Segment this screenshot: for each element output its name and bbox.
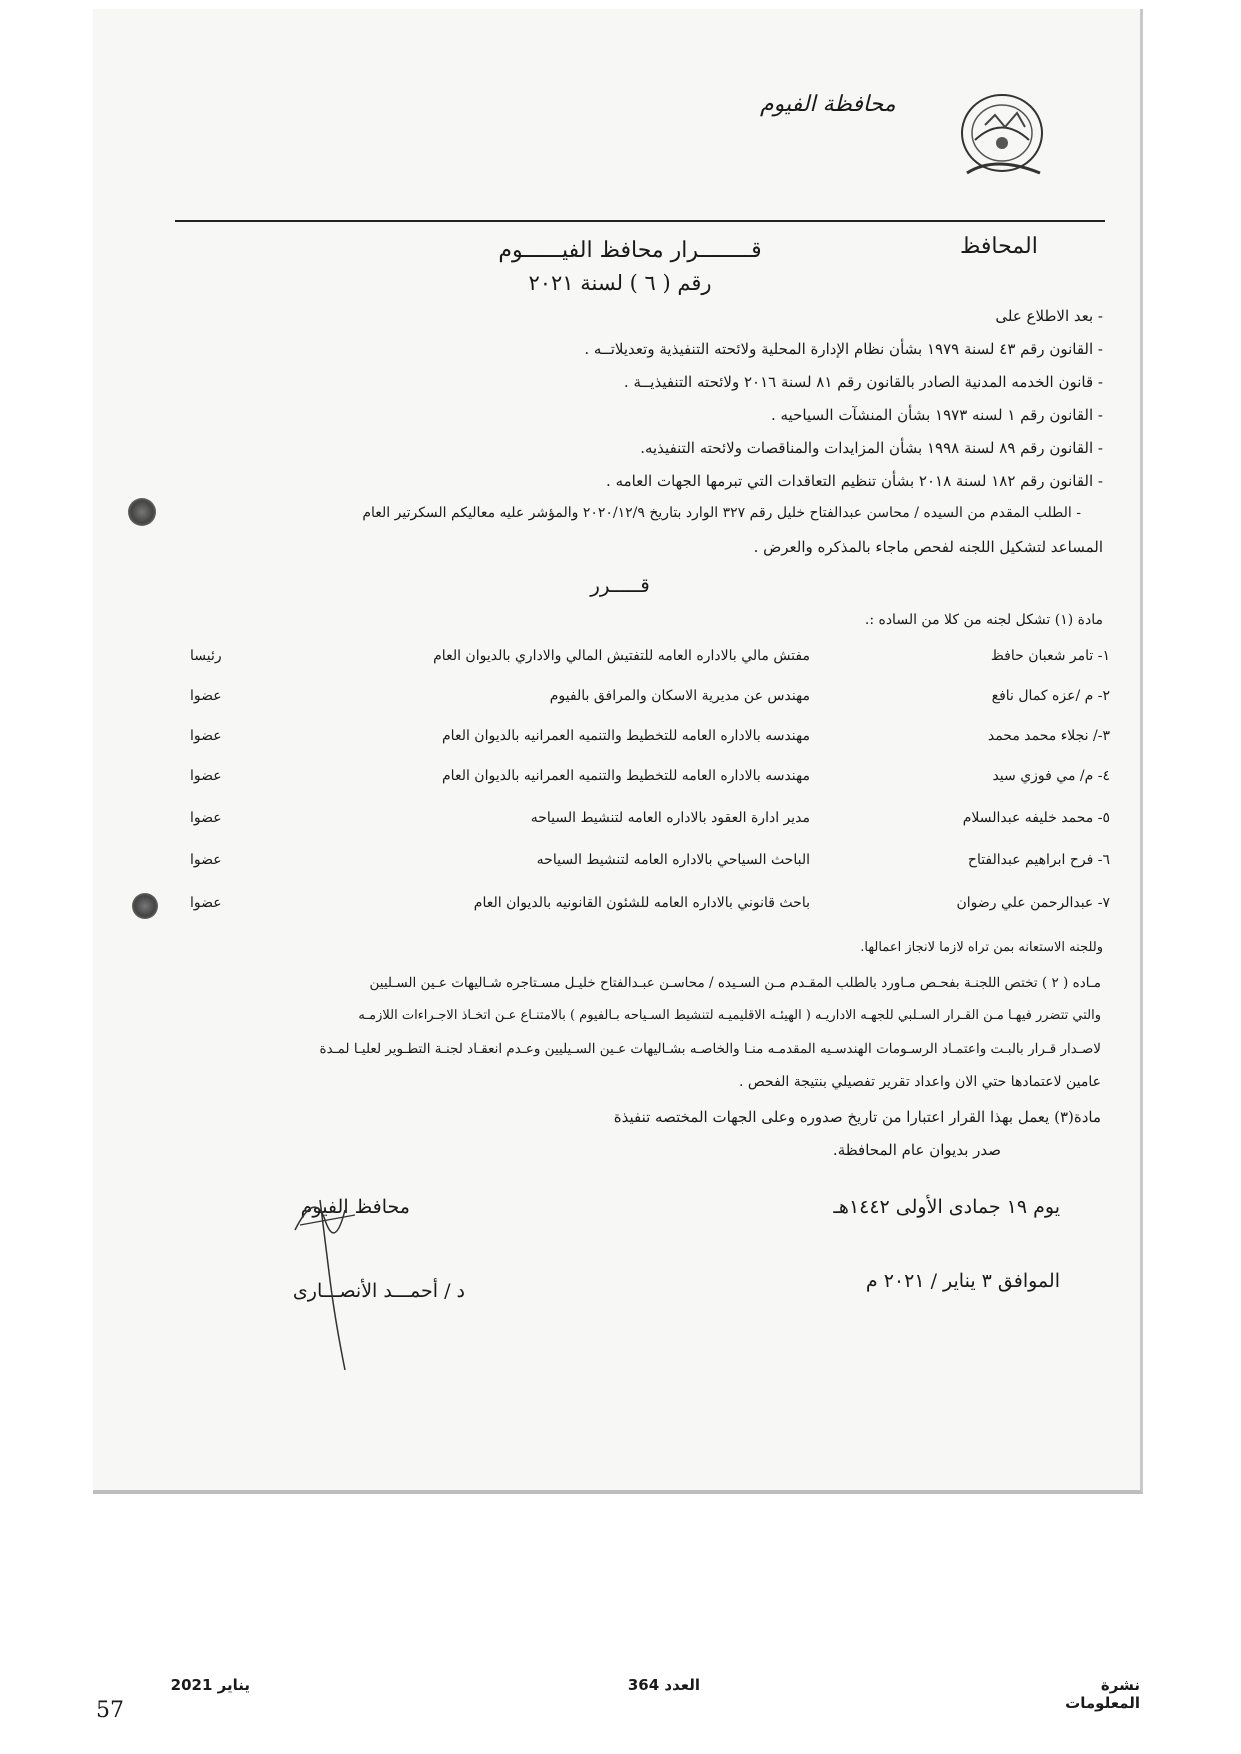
article-2-line: لاصـدار قـرار بالبـت واعتمـاد الرسـومات الهندسـيه المقدمـه منـا والخاصـه بشـاليهات عـين السـيليين وعـدم انعقـاد لجنـة التطـوير لعليـا لمـدة	[319, 1041, 1101, 1057]
member-role: عضوا	[190, 728, 222, 744]
issued-note: صدر بديوان عام المحافظة.	[832, 1141, 1001, 1159]
gregorian-date: الموافق ٣ يناير / ٢٠٢١ م	[865, 1270, 1060, 1292]
preamble-line: - القانون رقم ٤٣ لسنة ١٩٧٩ بشأن نظام الإدارة المحلية ولائحته التنفيذية وتعديلاتــه .	[584, 340, 1103, 358]
preamble-line: - قانون الخدمه المدنية الصادر بالقانون رقم ٨١ لسنة ٢٠١٦ ولائحته التنفيذيــة .	[623, 373, 1103, 391]
preamble-line: - بعد الاطلاع على	[995, 307, 1103, 325]
issue-number: العدد 364	[627, 1676, 700, 1694]
governorate-seal-icon	[955, 85, 1050, 185]
stamp-mark	[128, 498, 156, 526]
member-name: ٧- عبدالرحمن علي رضوان	[956, 895, 1110, 911]
member-name: ٥- محمد خليفه عبدالسلام	[962, 810, 1110, 826]
member-description: الباحث السياحي بالاداره العامه لتنشيط السياحه	[536, 852, 810, 868]
member-role: عضوا	[190, 768, 222, 784]
member-row	[180, 768, 1110, 798]
member-role: عضوا	[190, 810, 222, 826]
member-role: رئيسا	[190, 648, 222, 664]
issue-date: يناير 2021	[170, 1676, 250, 1694]
member-row	[180, 728, 1110, 758]
preamble-line: - القانون رقم ١ لسنه ١٩٧٣ بشأن المنشآت السياحيه .	[770, 406, 1103, 424]
member-name: ٢- م /عزه كمال نافع	[991, 688, 1110, 704]
governor-label: المحافظ	[960, 234, 1038, 259]
member-row	[180, 688, 1110, 718]
stamp-mark	[132, 893, 158, 919]
member-row	[180, 895, 1110, 925]
member-description: مدير ادارة العقود بالاداره العامه لتنشيط السياحه	[530, 810, 810, 826]
article-2-line: عامين لاعتمادها حتي الان واعداد تقرير تفصيلي بنتيجة الفحص .	[739, 1074, 1101, 1090]
preamble-line: - القانون رقم ١٨٢ لسنة ٢٠١٨ بشأن تنظيم التعاقدات التي تبرمها الجهات العامه .	[606, 472, 1103, 490]
member-role: عضوا	[190, 852, 222, 868]
committee-help-note: وللجنه الاستعانه بمن تراه لازما لانجاز اعمالها.	[860, 940, 1103, 955]
page-number: 57	[96, 1698, 124, 1723]
member-description: مهندسه بالاداره العامه للتخطيط والتنميه العمرانيه بالديوان العام	[442, 768, 810, 784]
member-row	[180, 810, 1110, 840]
preamble-line: المساعد لتشكيل اللجنه لفحص ماجاء بالمذكره والعرض .	[753, 538, 1103, 556]
article-2-line: والتي تتضرر فيهـا مـن القـرار السـلبي للجهـه الاداريـه ( الهيئـه الاقليميـه لتنشيط السـياحه بـالفيوم ) بالامتنـاع عـن اتخـاذ الاجـراءات اللازمـه	[358, 1008, 1101, 1023]
member-description: مفتش مالي بالاداره العامه للتفتيش المالي والاداري بالديوان العام	[433, 648, 810, 664]
handwritten-signature	[285, 1170, 375, 1380]
article-1-intro: مادة (١) تشكل لجنه من كلا من الساده :.	[864, 612, 1103, 628]
member-role: عضوا	[190, 688, 222, 704]
member-role: عضوا	[190, 895, 222, 911]
member-row	[180, 648, 1110, 678]
decree-number: رقم ( ٦ ) لسنة ٢٠٢١	[528, 271, 712, 295]
member-name: ٤- م/ مي فوزي سيد	[992, 768, 1110, 784]
publication-name: نشرة المعلومات	[1065, 1676, 1140, 1712]
preamble-line: - القانون رقم ٨٩ لسنة ١٩٩٨ بشأن المزايدات والمناقصات ولائحته التنفيذيه.	[640, 439, 1103, 457]
governorate-name: محافظة الفيوم	[760, 92, 896, 117]
preamble-line: - الطلب المقدم من السيده / محاسن عبدالفتاح خليل رقم ٣٢٧ الوارد بتاريخ ٢٠٢٠/١٢/٩ والمؤشر عليه معاليكم السكرتير العام	[362, 505, 1081, 521]
decree-title: قــــــــرار محافظ الفيــــــوم	[498, 238, 762, 263]
member-name: ٣-/ نجلاء محمد محمد	[987, 728, 1110, 744]
governor-title: محافظ الفيوم	[300, 1196, 410, 1218]
member-name: ١- تامر شعبان حافظ	[990, 648, 1110, 664]
header-divider	[175, 220, 1105, 222]
member-name: ٦- فرح ابراهيم عبدالفتاح	[967, 852, 1110, 868]
article-3: مادة(٣) يعمل بهذا القرار اعتبارا من تاريخ صدوره وعلى الجهات المختصه تنفيذة	[613, 1108, 1101, 1126]
member-description: مهندس عن مديرية الاسكان والمرافق بالفيوم	[549, 688, 810, 704]
member-description: باحث قانوني بالاداره العامه للشئون القانونيه بالديوان العام	[473, 895, 810, 911]
member-row	[180, 852, 1110, 882]
member-description: مهندسه بالاداره العامه للتخطيط والتنميه العمرانيه بالديوان العام	[442, 728, 810, 744]
hijri-date: يوم ١٩ جمادى الأولى ١٤٤٢هـ	[833, 1196, 1060, 1218]
decision-heading: قـــــرر	[590, 573, 650, 597]
article-2-line: مـاده ( ٢ ) تختص اللجنـة بفحـص مـاورد بالطلب المقـدم مـن السـيده / محاسـن عبـدالفتاح خليـل مسـتاجره شـاليهات عـين السـليين	[369, 975, 1101, 991]
governor-name: د / أحمـــد الأنصـــارى	[292, 1280, 465, 1302]
